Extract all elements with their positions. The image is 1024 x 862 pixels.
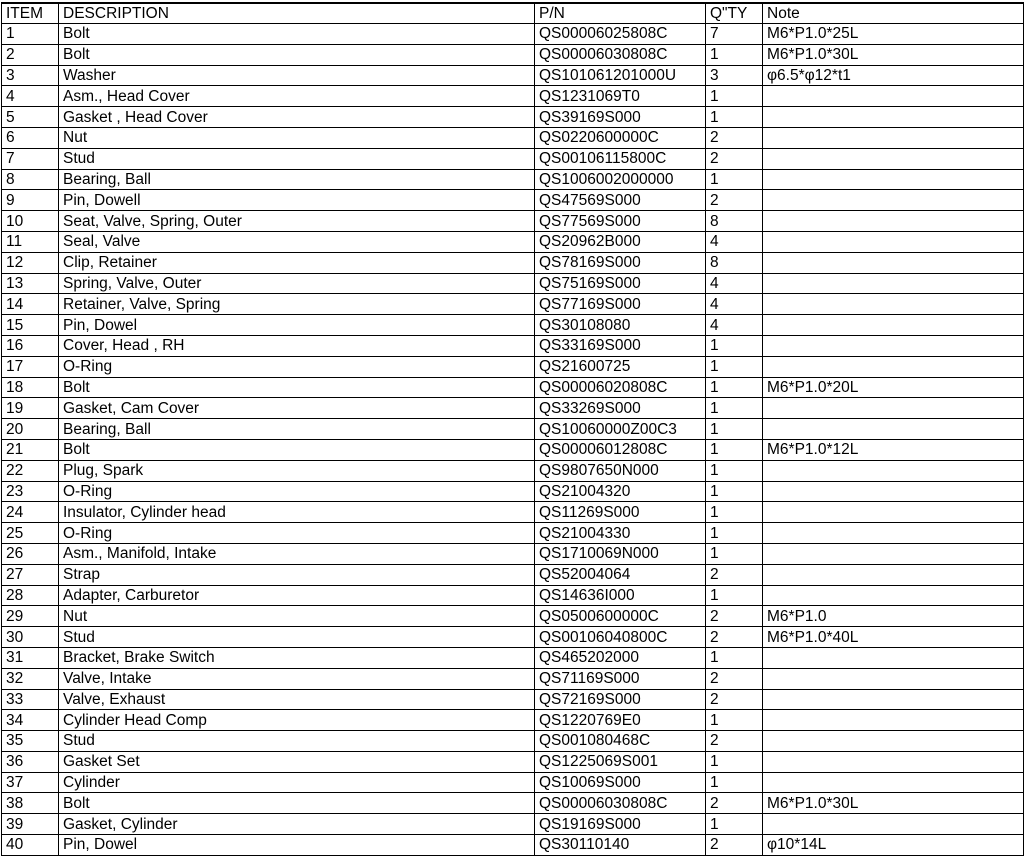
cell-description: Pin, Dowell xyxy=(59,190,535,211)
cell-item: 37 xyxy=(2,772,59,793)
cell-quantity: 1 xyxy=(706,523,763,544)
table-row xyxy=(2,86,1024,107)
cell-part-number: QS0500600000C xyxy=(535,606,706,627)
cell-quantity: 2 xyxy=(706,689,763,710)
cell-item: 13 xyxy=(2,273,59,294)
table-row xyxy=(2,169,1024,190)
cell-quantity: 1 xyxy=(706,398,763,419)
cell-quantity: 2 xyxy=(706,606,763,627)
cell-description: Strap xyxy=(59,564,535,585)
table-row xyxy=(2,24,1024,45)
table-row xyxy=(2,814,1024,835)
cell-description: Nut xyxy=(59,127,535,148)
cell-quantity: 2 xyxy=(706,148,763,169)
cell-quantity: 1 xyxy=(706,502,763,523)
header-note: Note xyxy=(763,3,1024,24)
cell-item: 3 xyxy=(2,65,59,86)
cell-description: Washer xyxy=(59,65,535,86)
cell-note xyxy=(763,419,1024,440)
cell-item: 1 xyxy=(2,24,59,45)
cell-part-number: QS0220600000C xyxy=(535,127,706,148)
table-row xyxy=(2,710,1024,731)
cell-part-number: QS10069S000 xyxy=(535,772,706,793)
table-row xyxy=(2,564,1024,585)
cell-quantity: 2 xyxy=(706,127,763,148)
cell-quantity: 2 xyxy=(706,668,763,689)
cell-part-number: QS00006012808C xyxy=(535,439,706,460)
cell-quantity: 8 xyxy=(706,211,763,232)
cell-description: Pin, Dowel xyxy=(59,835,535,856)
table-row xyxy=(2,65,1024,86)
cell-description: Asm., Manifold, Intake xyxy=(59,543,535,564)
cell-part-number: QS78169S000 xyxy=(535,252,706,273)
cell-description: Bolt xyxy=(59,439,535,460)
cell-part-number: QS19169S000 xyxy=(535,814,706,835)
cell-note xyxy=(763,148,1024,169)
cell-note xyxy=(763,86,1024,107)
table-row xyxy=(2,231,1024,252)
cell-part-number: QS101061201000U xyxy=(535,65,706,86)
cell-quantity: 1 xyxy=(706,86,763,107)
table-row xyxy=(2,731,1024,752)
table-header-row xyxy=(2,3,1024,24)
cell-note xyxy=(763,460,1024,481)
cell-part-number: QS00006020808C xyxy=(535,377,706,398)
cell-note xyxy=(763,710,1024,731)
cell-quantity: 2 xyxy=(706,731,763,752)
cell-item: 4 xyxy=(2,86,59,107)
cell-quantity: 1 xyxy=(706,460,763,481)
table-row xyxy=(2,481,1024,502)
cell-part-number: QS1225069S001 xyxy=(535,751,706,772)
cell-note xyxy=(763,335,1024,356)
cell-note xyxy=(763,315,1024,336)
header-description: DESCRIPTION xyxy=(59,3,535,24)
cell-note xyxy=(763,107,1024,128)
cell-part-number: QS465202000 xyxy=(535,647,706,668)
cell-quantity: 1 xyxy=(706,169,763,190)
cell-item: 6 xyxy=(2,127,59,148)
cell-description: Pin, Dowel xyxy=(59,315,535,336)
cell-part-number: QS47569S000 xyxy=(535,190,706,211)
cell-quantity: 1 xyxy=(706,481,763,502)
cell-quantity: 2 xyxy=(706,627,763,648)
cell-note xyxy=(763,273,1024,294)
header-quantity: Q"TY xyxy=(706,3,763,24)
cell-part-number: QS72169S000 xyxy=(535,689,706,710)
cell-note xyxy=(763,668,1024,689)
table-row xyxy=(2,523,1024,544)
cell-item: 20 xyxy=(2,419,59,440)
cell-quantity: 3 xyxy=(706,65,763,86)
cell-note xyxy=(763,398,1024,419)
cell-item: 12 xyxy=(2,252,59,273)
parts-list-table xyxy=(1,2,1024,856)
cell-quantity: 4 xyxy=(706,315,763,336)
cell-part-number: QS1220769E0 xyxy=(535,710,706,731)
cell-description: Gasket Set xyxy=(59,751,535,772)
table-row xyxy=(2,335,1024,356)
cell-part-number: QS1006002000000 xyxy=(535,169,706,190)
cell-description: O-Ring xyxy=(59,356,535,377)
cell-quantity: 1 xyxy=(706,356,763,377)
cell-description: Stud xyxy=(59,627,535,648)
table-row xyxy=(2,647,1024,668)
cell-description: Gasket, Cam Cover xyxy=(59,398,535,419)
cell-item: 25 xyxy=(2,523,59,544)
cell-quantity: 1 xyxy=(706,647,763,668)
cell-quantity: 1 xyxy=(706,419,763,440)
cell-description: Bolt xyxy=(59,377,535,398)
cell-item: 33 xyxy=(2,689,59,710)
table-row xyxy=(2,606,1024,627)
cell-note xyxy=(763,564,1024,585)
table-row xyxy=(2,419,1024,440)
cell-part-number: QS11269S000 xyxy=(535,502,706,523)
cell-description: Stud xyxy=(59,148,535,169)
cell-quantity: 1 xyxy=(706,439,763,460)
cell-description: Clip, Retainer xyxy=(59,252,535,273)
cell-note xyxy=(763,689,1024,710)
cell-part-number: QS77169S000 xyxy=(535,294,706,315)
cell-part-number: QS30108080 xyxy=(535,315,706,336)
cell-note: M6*P1.0 xyxy=(763,606,1024,627)
cell-note xyxy=(763,356,1024,377)
cell-note xyxy=(763,772,1024,793)
cell-item: 10 xyxy=(2,211,59,232)
cell-item: 27 xyxy=(2,564,59,585)
cell-description: O-Ring xyxy=(59,523,535,544)
cell-note: M6*P1.0*25L xyxy=(763,24,1024,45)
cell-part-number: QS00006025808C xyxy=(535,24,706,45)
cell-part-number: QS75169S000 xyxy=(535,273,706,294)
cell-description: Bearing, Ball xyxy=(59,169,535,190)
cell-description: Valve, Exhaust xyxy=(59,689,535,710)
table-row xyxy=(2,211,1024,232)
cell-part-number: QS00006030808C xyxy=(535,793,706,814)
cell-description: Bolt xyxy=(59,793,535,814)
cell-note xyxy=(763,543,1024,564)
cell-description: Seat, Valve, Spring, Outer xyxy=(59,211,535,232)
cell-description: Spring, Valve, Outer xyxy=(59,273,535,294)
table-row xyxy=(2,668,1024,689)
cell-note xyxy=(763,481,1024,502)
table-row xyxy=(2,460,1024,481)
cell-item: 8 xyxy=(2,169,59,190)
cell-description: Insulator, Cylinder head xyxy=(59,502,535,523)
cell-note xyxy=(763,190,1024,211)
cell-item: 2 xyxy=(2,44,59,65)
header-item: ITEM xyxy=(2,3,59,24)
table-row xyxy=(2,793,1024,814)
table-row xyxy=(2,107,1024,128)
cell-quantity: 8 xyxy=(706,252,763,273)
cell-part-number: QS1710069N000 xyxy=(535,543,706,564)
cell-quantity: 2 xyxy=(706,564,763,585)
cell-item: 22 xyxy=(2,460,59,481)
cell-description: Nut xyxy=(59,606,535,627)
cell-note xyxy=(763,127,1024,148)
cell-part-number: QS52004064 xyxy=(535,564,706,585)
cell-quantity: 4 xyxy=(706,273,763,294)
parts-table-body xyxy=(2,24,1024,856)
cell-item: 7 xyxy=(2,148,59,169)
cell-note xyxy=(763,647,1024,668)
cell-quantity: 1 xyxy=(706,335,763,356)
cell-part-number: QS21004330 xyxy=(535,523,706,544)
cell-note: M6*P1.0*20L xyxy=(763,377,1024,398)
table-row xyxy=(2,543,1024,564)
cell-note xyxy=(763,585,1024,606)
cell-quantity: 1 xyxy=(706,44,763,65)
cell-description: Bracket, Brake Switch xyxy=(59,647,535,668)
cell-quantity: 2 xyxy=(706,793,763,814)
cell-note xyxy=(763,231,1024,252)
cell-note xyxy=(763,252,1024,273)
cell-quantity: 2 xyxy=(706,190,763,211)
cell-item: 17 xyxy=(2,356,59,377)
cell-item: 30 xyxy=(2,627,59,648)
cell-part-number: QS21600725 xyxy=(535,356,706,377)
cell-item: 39 xyxy=(2,814,59,835)
cell-description: Adapter, Carburetor xyxy=(59,585,535,606)
cell-quantity: 1 xyxy=(706,814,763,835)
table-row xyxy=(2,502,1024,523)
cell-description: Cylinder xyxy=(59,772,535,793)
cell-note: M6*P1.0*12L xyxy=(763,439,1024,460)
table-row xyxy=(2,585,1024,606)
cell-note: M6*P1.0*30L xyxy=(763,793,1024,814)
cell-item: 5 xyxy=(2,107,59,128)
cell-part-number: QS14636I000 xyxy=(535,585,706,606)
cell-note: φ10*14L xyxy=(763,835,1024,856)
table-row xyxy=(2,377,1024,398)
cell-quantity: 1 xyxy=(706,107,763,128)
cell-description: Bolt xyxy=(59,24,535,45)
table-row xyxy=(2,252,1024,273)
cell-item: 18 xyxy=(2,377,59,398)
cell-description: Stud xyxy=(59,731,535,752)
cell-item: 11 xyxy=(2,231,59,252)
cell-part-number: QS30110140 xyxy=(535,835,706,856)
cell-quantity: 1 xyxy=(706,751,763,772)
cell-quantity: 1 xyxy=(706,585,763,606)
cell-note xyxy=(763,294,1024,315)
cell-item: 16 xyxy=(2,335,59,356)
cell-description: Plug, Spark xyxy=(59,460,535,481)
cell-item: 24 xyxy=(2,502,59,523)
cell-part-number: QS33169S000 xyxy=(535,335,706,356)
table-row xyxy=(2,689,1024,710)
cell-note xyxy=(763,523,1024,544)
table-row xyxy=(2,772,1024,793)
cell-quantity: 4 xyxy=(706,231,763,252)
cell-quantity: 1 xyxy=(706,772,763,793)
cell-quantity: 1 xyxy=(706,710,763,731)
cell-description: Seal, Valve xyxy=(59,231,535,252)
cell-quantity: 1 xyxy=(706,543,763,564)
cell-description: Bearing, Ball xyxy=(59,419,535,440)
cell-item: 23 xyxy=(2,481,59,502)
header-part-number: P/N xyxy=(535,3,706,24)
cell-item: 9 xyxy=(2,190,59,211)
table-row xyxy=(2,294,1024,315)
cell-part-number: QS1231069T0 xyxy=(535,86,706,107)
table-row xyxy=(2,127,1024,148)
cell-note xyxy=(763,814,1024,835)
table-row xyxy=(2,835,1024,856)
table-row xyxy=(2,398,1024,419)
cell-item: 15 xyxy=(2,315,59,336)
cell-part-number: QS71169S000 xyxy=(535,668,706,689)
cell-description: Gasket , Head Cover xyxy=(59,107,535,128)
cell-item: 26 xyxy=(2,543,59,564)
cell-item: 35 xyxy=(2,731,59,752)
cell-item: 40 xyxy=(2,835,59,856)
cell-description: Asm., Head Cover xyxy=(59,86,535,107)
cell-note xyxy=(763,731,1024,752)
cell-part-number: QS21004320 xyxy=(535,481,706,502)
table-row xyxy=(2,190,1024,211)
cell-part-number: QS39169S000 xyxy=(535,107,706,128)
cell-quantity: 1 xyxy=(706,377,763,398)
table-row xyxy=(2,356,1024,377)
cell-part-number: QS001080468C xyxy=(535,731,706,752)
cell-description: Cylinder Head Comp xyxy=(59,710,535,731)
cell-item: 28 xyxy=(2,585,59,606)
cell-part-number: QS33269S000 xyxy=(535,398,706,419)
cell-part-number: QS9807650N000 xyxy=(535,460,706,481)
cell-part-number: QS77569S000 xyxy=(535,211,706,232)
cell-note xyxy=(763,751,1024,772)
cell-note: M6*P1.0*30L xyxy=(763,44,1024,65)
cell-item: 36 xyxy=(2,751,59,772)
table-row xyxy=(2,273,1024,294)
cell-part-number: QS20962B000 xyxy=(535,231,706,252)
cell-quantity: 4 xyxy=(706,294,763,315)
cell-item: 34 xyxy=(2,710,59,731)
table-row xyxy=(2,148,1024,169)
cell-note: M6*P1.0*40L xyxy=(763,627,1024,648)
cell-note xyxy=(763,211,1024,232)
cell-quantity: 7 xyxy=(706,24,763,45)
cell-description: Cover, Head , RH xyxy=(59,335,535,356)
cell-description: Gasket, Cylinder xyxy=(59,814,535,835)
cell-part-number: QS00106115800C xyxy=(535,148,706,169)
cell-note xyxy=(763,502,1024,523)
cell-item: 32 xyxy=(2,668,59,689)
table-row xyxy=(2,751,1024,772)
table-row xyxy=(2,627,1024,648)
cell-description: O-Ring xyxy=(59,481,535,502)
table-row xyxy=(2,439,1024,460)
cell-item: 38 xyxy=(2,793,59,814)
cell-item: 14 xyxy=(2,294,59,315)
cell-item: 29 xyxy=(2,606,59,627)
cell-item: 21 xyxy=(2,439,59,460)
cell-note: φ6.5*φ12*t1 xyxy=(763,65,1024,86)
table-row xyxy=(2,44,1024,65)
cell-part-number: QS00006030808C xyxy=(535,44,706,65)
cell-quantity: 2 xyxy=(706,835,763,856)
cell-part-number: QS00106040800C xyxy=(535,627,706,648)
table-row xyxy=(2,315,1024,336)
cell-note xyxy=(763,169,1024,190)
cell-item: 31 xyxy=(2,647,59,668)
cell-description: Retainer, Valve, Spring xyxy=(59,294,535,315)
cell-description: Valve, Intake xyxy=(59,668,535,689)
cell-item: 19 xyxy=(2,398,59,419)
cell-description: Bolt xyxy=(59,44,535,65)
cell-part-number: QS10060000Z00C3 xyxy=(535,419,706,440)
